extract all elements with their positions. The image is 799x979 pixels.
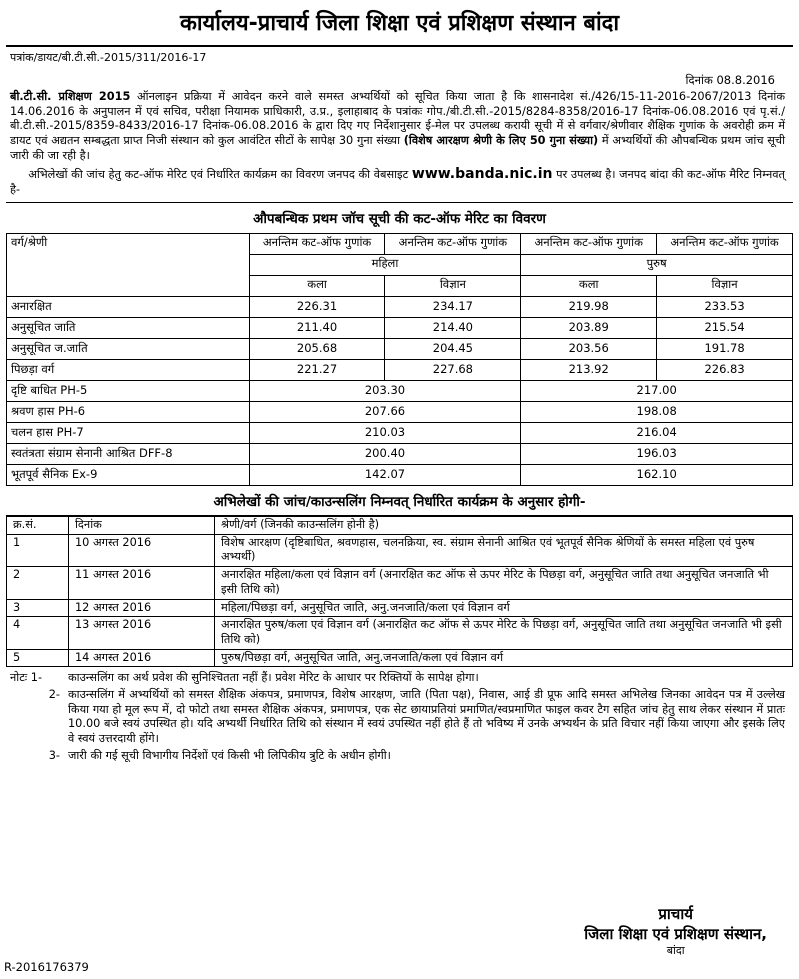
notice-p2-a: अभिलेखों की जांच हेतु कट-ऑफ मेरिट एवं निर्धारित कार्यक्रम का विवरण जनपद की वेबसाइट bbox=[28, 168, 412, 182]
row-category: श्रवण हास PH-6 bbox=[7, 401, 250, 422]
col-female: महिला bbox=[249, 254, 521, 275]
schedule-heading: अभिलेखों की जांच/काउन्सलिंग निम्नवत् निर्धारित कार्यक्रम के अनुसार होगी- bbox=[6, 486, 793, 517]
cell-date: 14 अगस्त 2016 bbox=[69, 649, 215, 667]
notice-date: दिनांक 08.8.2016 bbox=[685, 72, 775, 87]
col-provisional: अनन्तिम कट-ऑफ गुणांक bbox=[385, 233, 521, 254]
cutoff-special-row bbox=[7, 380, 793, 401]
website-link[interactable]: www.banda.nic.in bbox=[411, 166, 553, 183]
cell-female-science: 214.40 bbox=[385, 317, 521, 338]
note-item bbox=[10, 671, 785, 686]
cutoff-row bbox=[7, 296, 793, 317]
schedule-row bbox=[7, 649, 793, 667]
col-category: वर्ग/श्रेणी bbox=[7, 233, 250, 296]
signature-institute: जिला शिक्षा एवं प्रशिक्षण संस्थान, bbox=[584, 924, 767, 943]
schedule-row bbox=[7, 599, 793, 617]
col-male: पुरुष bbox=[521, 254, 793, 275]
schedule-header-row bbox=[7, 517, 793, 535]
note-item bbox=[10, 749, 530, 764]
cutoff-heading: औपबन्धिक प्रथम जॉच सूची की कट-ऑफ मेरिट का विवरण bbox=[253, 211, 546, 228]
schedule-row bbox=[7, 617, 793, 649]
col-arts: कला bbox=[521, 275, 657, 296]
cell-male-arts: 203.89 bbox=[521, 317, 657, 338]
row-category: अनुसूचित ज.जाति bbox=[7, 338, 250, 359]
cell-female: 142.07 bbox=[249, 464, 521, 485]
notice-page bbox=[6, 6, 793, 765]
cell-female-arts: 211.40 bbox=[249, 317, 385, 338]
cell-female: 210.03 bbox=[249, 422, 521, 443]
cell-female: 200.40 bbox=[249, 443, 521, 464]
col-category: श्रेणी/वर्ग (जिनकी काउन्सलिंग होनी है) bbox=[215, 517, 793, 535]
notice-body: ऑनलाइन प्रक्रिया में आवेदन करने वाले समस्त अभ्यर्थियों को सूचित किया जाता है कि शासनादेश सं./426/15-11-2016-2067/2013 दिनांक 14.06.2016 के अनुपालन में एवं सचिव, परीक्षा नियामक प्राधिकारी, उ.प्र., इलाहाबाद के पत्रांकः गोप./बी.टी.सी.-2015/8284-8358/2016-17 दिनांक-06.08.2016 एवं पृ.सं./बी.टी.सी.-2015/8359-8433/2016-17 दिनांक-06.08.2016 के द्वारा दिए गए निर्देशानुसार ई-मेल पर उपलब्ध करायी सूची में से वर्गवार/श्रेणीवार शैक्षिक गुणांक के अवरोही क्रम में डायट एवं अद्यतन सम्बद्धता प्राप्त निजी संस्थान को कुल आवंटित सीटों के सापेक्ष 30 गुना संख्या bbox=[10, 89, 785, 147]
registration-number: R-2016176379 bbox=[4, 960, 89, 975]
signature-place: बांदा bbox=[666, 944, 685, 957]
cell-category: अनारक्षित महिला/कला एवं विज्ञान वर्ग (अनारक्षित कट ऑफ से ऊपर मेरिट के पिछड़ा वर्ग, अनुसूचित जाति तथा अनुसूचित जनजाति भी इसी तिथि को) bbox=[215, 567, 793, 599]
cell-category: विशेष आरक्षण (दृष्टिबाधित, श्रवणहास, चलनक्रिया, स्व. संग्राम सेनानी आश्रित एवं भूतपूर्व सैनिक श्रेणियों के समस्त महिला एवं पुरुष अभ्यर्थी) bbox=[215, 534, 793, 566]
cutoff-special-row bbox=[7, 464, 793, 485]
cell-female-arts: 205.68 bbox=[249, 338, 385, 359]
cell-male: 196.03 bbox=[521, 443, 793, 464]
note-text: जारी की गई सूची विभागीय निर्देशों एवं किसी भी लिपिकीय त्रुटि के अधीन होगी। bbox=[68, 748, 391, 762]
cell-female: 203.30 bbox=[249, 380, 521, 401]
cell-male: 216.04 bbox=[521, 422, 793, 443]
cell-male-science: 226.83 bbox=[657, 359, 793, 380]
cell-male-arts: 219.98 bbox=[521, 296, 657, 317]
cell-serial: 1 bbox=[7, 534, 69, 566]
row-category: चलन हास PH-7 bbox=[7, 422, 250, 443]
row-category: अनुसूचित जाति bbox=[7, 317, 250, 338]
notice-paragraph-2 bbox=[6, 165, 793, 198]
col-provisional: अनन्तिम कट-ऑफ गुणांक bbox=[657, 233, 793, 254]
cell-female-science: 227.68 bbox=[385, 359, 521, 380]
notice-p2-b: पर उपलब्ध है। जनपद बांदा की कट-ऑफ मैरिट निम्नवत् है- bbox=[10, 168, 785, 197]
row-category: पिछड़ा वर्ग bbox=[7, 359, 250, 380]
signature-block bbox=[584, 905, 767, 958]
col-serial: क्र.सं. bbox=[7, 517, 69, 535]
notice-special-note: (विशेष आरक्षण श्रेणी के लिए 50 गुना संख्या) bbox=[403, 133, 599, 147]
row-category: भूतपूर्व सैनिक Ex-9 bbox=[7, 464, 250, 485]
note-label: 3- bbox=[48, 748, 60, 762]
col-date: दिनांक bbox=[69, 517, 215, 535]
cell-female: 207.66 bbox=[249, 401, 521, 422]
cell-category: पुरुष/पिछड़ा वर्ग, अनुसूचित जाति, अनु.जनजाति/कला एवं विज्ञान वर्ग bbox=[215, 649, 793, 667]
schedule-table bbox=[6, 516, 793, 667]
cell-female-arts: 221.27 bbox=[249, 359, 385, 380]
note-item bbox=[10, 688, 785, 747]
cell-date: 12 अगस्त 2016 bbox=[69, 599, 215, 617]
cell-male: 217.00 bbox=[521, 380, 793, 401]
cutoff-row bbox=[7, 338, 793, 359]
row-category: दृष्टि बाधित PH-5 bbox=[7, 380, 250, 401]
cutoff-special-row bbox=[7, 401, 793, 422]
cell-male-science: 233.53 bbox=[657, 296, 793, 317]
note-text: काउन्सलिंग का अर्थ प्रवेश की सुनिश्चितता नहीं हैं। प्रवेश मेरिट के आधार पर रिक्तियों के सापेक्ष होगा। bbox=[68, 671, 479, 685]
cell-date: 11 अगस्त 2016 bbox=[69, 567, 215, 599]
notice-paragraph-1 bbox=[6, 90, 793, 163]
col-arts: कला bbox=[249, 275, 385, 296]
cutoff-row bbox=[7, 359, 793, 380]
cell-serial: 2 bbox=[7, 567, 69, 599]
cell-female-science: 204.45 bbox=[385, 338, 521, 359]
note-text: काउन्सलिंग में अभ्यर्थियों को समस्त शैक्षिक अंकपत्र, प्रमाणपत्र, विशेष आरक्षण, जाति (पिता पक्ष), निवास, आई डी प्रूफ आदि समस्त अभिलेख जिनका आवेदन पत्र में उल्लेख किया गया हो मूल रूप में, दो फोटो तथा समस्त शैक्षिक अंकपत्र, प्रमाणपत्र, एक सेट छायाप्रतियां प्रमाणित/स्वप्रमाणित फाइल कवर टैग सहित जांच हेतु साथ लेकर संस्थान में प्रातः 10.00 बजे स्वयं उपस्थित हो। यदि अभ्यर्थी निर्धारित तिथि को संस्थान में स्वयं उपस्थित नहीं होते हैं तो भविष्य में उनके अभ्यर्थन के प्रति विचार नहीं किया जाएगा और इसके लिए वे स्वयं उत्तरदायी होंगे। bbox=[68, 687, 785, 745]
row-category: स्वतंत्रता संग्राम सेनानी आश्रित DFF-8 bbox=[7, 443, 250, 464]
note-label: 2- bbox=[48, 687, 60, 701]
notes-section bbox=[6, 667, 793, 763]
cell-serial: 5 bbox=[7, 649, 69, 667]
cutoff-table bbox=[6, 233, 793, 486]
cell-serial: 4 bbox=[7, 617, 69, 649]
page-title: कार्यालय-प्राचार्य जिला शिक्षा एवं प्रशिक्षण संस्थान बांदा bbox=[6, 6, 793, 47]
cutoff-row bbox=[7, 317, 793, 338]
cell-male-science: 215.54 bbox=[657, 317, 793, 338]
col-science: विज्ञान bbox=[385, 275, 521, 296]
reference-number: पत्रांक/डायट/बी.टी.सी.-2015/311/2016-17 bbox=[10, 50, 207, 64]
col-provisional: अनन्तिम कट-ऑफ गुणांक bbox=[249, 233, 385, 254]
cell-date: 13 अगस्त 2016 bbox=[69, 617, 215, 649]
cutoff-special-row bbox=[7, 422, 793, 443]
notice-body-end: में अभ्यर्थियों की औपबन्धिक प्रथम जांच सूची जारी की जा रही है। bbox=[10, 133, 786, 162]
cell-serial: 3 bbox=[7, 599, 69, 617]
cell-category: महिला/पिछड़ा वर्ग, अनुसूचित जाति, अनु.जनजाति/कला एवं विज्ञान वर्ग bbox=[215, 599, 793, 617]
cell-male: 198.08 bbox=[521, 401, 793, 422]
cell-date: 10 अगस्त 2016 bbox=[69, 534, 215, 566]
cutoff-header-row bbox=[7, 233, 793, 254]
schedule-row bbox=[7, 567, 793, 599]
cell-male-arts: 213.92 bbox=[521, 359, 657, 380]
col-science: विज्ञान bbox=[657, 275, 793, 296]
cell-male-science: 191.78 bbox=[657, 338, 793, 359]
note-label: नोटः 1- bbox=[10, 671, 43, 685]
row-category: अनारक्षित bbox=[7, 296, 250, 317]
cell-category: अनारक्षित पुरुष/कला एवं विज्ञान वर्ग (अनारक्षित कट ऑफ से ऊपर मेरिट के पिछड़ा वर्ग, अनुसूचित जाति तथा अनुसूचित जनजाति भी इसी तिथि को) bbox=[215, 617, 793, 649]
cell-male-arts: 203.56 bbox=[521, 338, 657, 359]
cell-female-arts: 226.31 bbox=[249, 296, 385, 317]
cutoff-special-row bbox=[7, 443, 793, 464]
notice-lead: बी.टी.सी. प्रशिक्षण 2015 bbox=[10, 89, 131, 103]
schedule-row bbox=[7, 534, 793, 566]
cell-male: 162.10 bbox=[521, 464, 793, 485]
signature-title: प्राचार्य bbox=[658, 905, 693, 923]
cell-female-science: 234.17 bbox=[385, 296, 521, 317]
col-provisional: अनन्तिम कट-ऑफ गुणांक bbox=[521, 233, 657, 254]
